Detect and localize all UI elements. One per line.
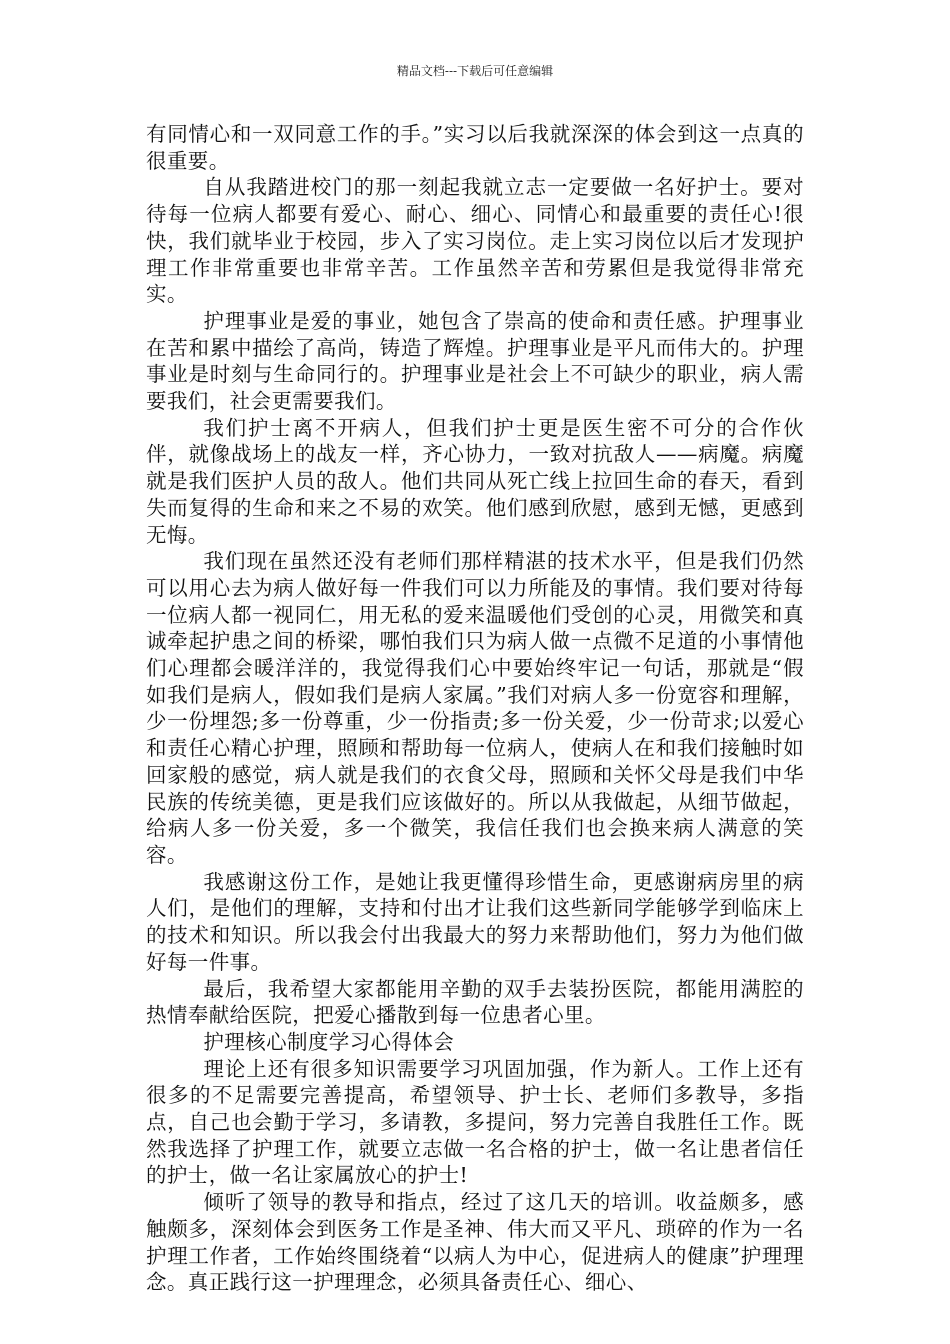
paragraph: 我们护士离不开病人，但我们护士更是医生密不可分的合作伙伴，就像战场上的战友一样，齐心协力，一致对抗敌人——病魔。病魔就是我们医护人员的敌人。他们共同从死亡线上拉回生命的春天，看到失而复得的生命和来之不易的欢笑。他们感到欣慰，感到无憾，更感到无悔。 — [146, 415, 804, 547]
paragraph: 最后，我希望大家都能用辛勤的双手去装扮医院，都能用满腔的热情奉献给医院，把爱心播散到每一位患者心里。 — [146, 976, 804, 1028]
paragraph: 我感谢这份工作，是她让我更懂得珍惜生命，更感谢病房里的病人们，是他们的理解，支持和付出才让我们这些新同学能够学到临床上的技术和知识。所以我会付出我最大的努力来帮助他们，努力为他们做好每一件事。 — [146, 869, 804, 974]
paragraph-continued: 有同情心和一双同意工作的手。”实习以后我就深深的体会到这一点真的很重要。 — [146, 122, 804, 173]
page-header: 精品文档---下载后可任意编辑 — [396, 64, 554, 78]
paragraph: 护理事业是爱的事业，她包含了崇高的使命和责任感。护理事业在苦和累中描绘了高尚，铸造了辉煌。护理事业是平凡而伟大的。护理事业是时刻与生命同行的。护理事业是社会上不可缺少的职业，病人需要我们，社会更需要我们。 — [146, 308, 804, 414]
section-title: 护理核心制度学习心得体会 — [203, 1029, 455, 1054]
document-body — [146, 121, 804, 1296]
paragraph: 我们现在虽然还没有老师们那样精湛的技术水平，但是我们仍然可以用心去为病人做好每一件我们可以力所能及的事情。我们要对待每一位病人都一视同仁，用无私的爱来温暖他们受创的心灵，用微笑和真诚牵起护患之间的桥梁，哪怕我们只为病人做一点微不足道的小事情他们心理都会暖洋洋的，我觉得我们心中要始终牢记一句话，那就是“假如我们是病人，假如我们是病人家属。”我们对病人多一份宽容和理解，少一份埋怨;多一份尊重，少一份指责;多一份关爱，少一份苛求;以爱心和责任心精心护理，照顾和帮助每一位病人，使病人在和我们接触时如回家般的感觉，病人就是我们的衣食父母，照顾和关怀父母是我们中华民族的传统美德，更是我们应该做好的。所以从我做起，从细节做起，给病人多一份关爱，多一个微笑，我信任我们也会换来病人满意的笑容。 — [146, 549, 804, 867]
paragraph: 倾听了领导的教导和指点，经过了这几天的培训。收益颇多，感触颇多，深刻体会到医务工作是圣神、伟大而又平凡、琐碎的作为一名护理工作者，工作始终围绕着“以病人为中心，促进病人的健康”护理理念。真正践行这一护理理念，必须具备责任心、细心、 — [146, 1190, 804, 1295]
paragraph: 自从我踏进校门的那一刻起我就立志一定要做一名好护士。要对待每一位病人都要有爱心、耐心、细心、同情心和最重要的责任心!很快，我们就毕业于校园，步入了实习岗位。走上实习岗位以后才发现护理工作非常重要也非常辛苦。工作虽然辛苦和劳累但是我觉得非常充实。 — [146, 175, 804, 307]
paragraph: 理论上还有很多知识需要学习巩固加强，作为新人。工作上还有很多的不足需要完善提高，希望领导、护士长、老师们多教导，多指点，自己也会勤于学习，多请教，多提问，努力完善自我胜任工作。既然我选择了护理工作，就要立志做一名合格的护士，做一名让患者信任的护士，做一名让家属放心的护士! — [146, 1056, 804, 1188]
